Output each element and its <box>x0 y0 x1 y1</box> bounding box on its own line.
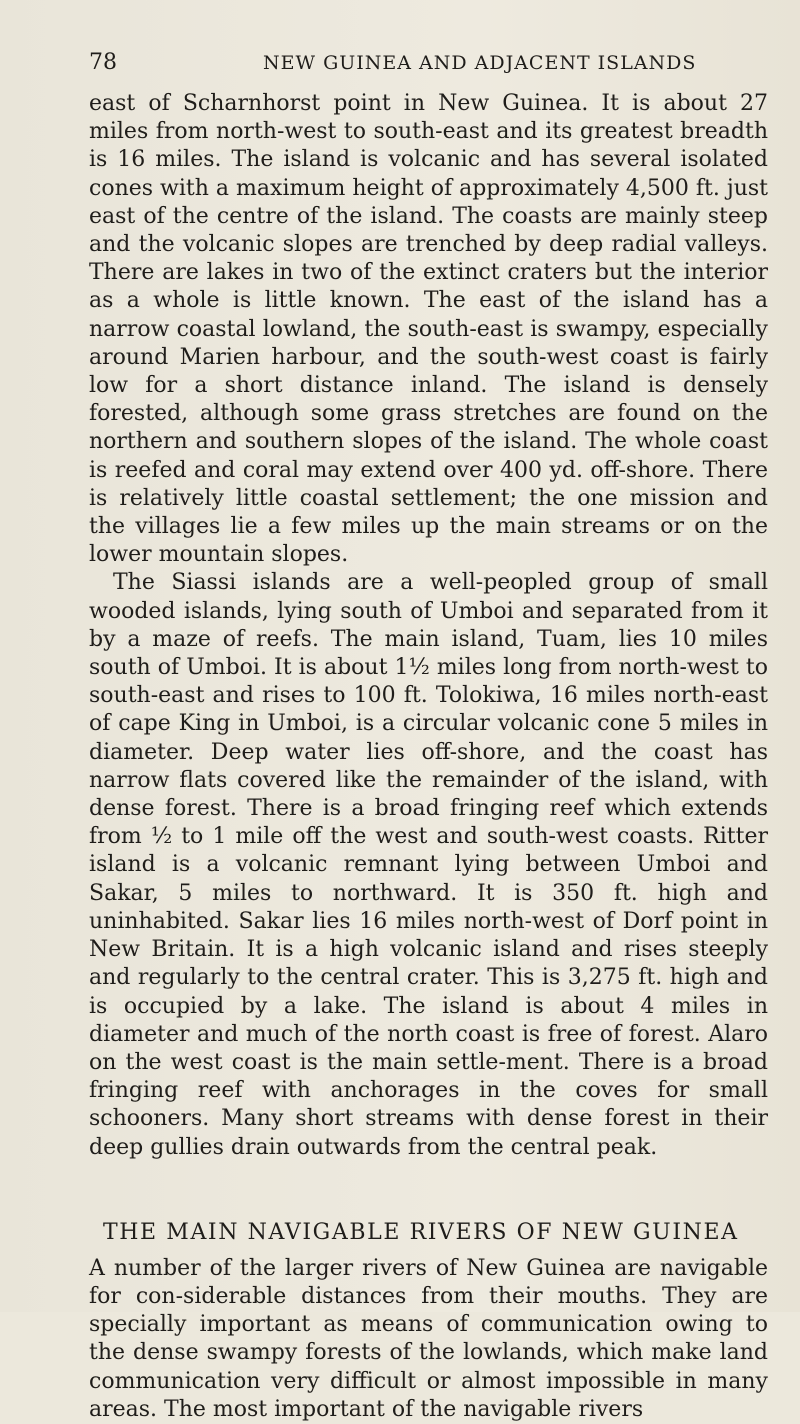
section-body <box>89 1255 768 1424</box>
paragraph-navigable-rivers: A number of the larger rivers of New Guinea are navigable for con-siderable distances from their mouths. They are specially important as means of communication owing to the dense swampy forests of the lowlands, which make land communication very difficult or almost impossible in many areas. The most important of the navigable rivers <box>89 1255 768 1422</box>
page-number: 78 <box>89 50 117 75</box>
paragraph-umboi: east of Scharnhorst point in New Guinea. It is about 27 miles from north-west to south-east and its greatest breadth is 16 miles. The island is volcanic and has several isolated cones with a maximum height of approximately 4,500 ft. just east of the centre of the island. The coasts are mainly steep and the volcanic slopes are trenched by deep radial valleys. There are lakes in two of the extinct craters but the interior as a whole is little known. The east of the island has a narrow coastal lowland, the south-east is swampy, especially around Marien harbour, and the south-west coast is fairly low for a short distance inland. The island is densely forested, although some grass stretches are found on the northern and southern slopes of the island. The whole coast is reefed and coral may extend over 400 yd. off-shore. There is relatively little coastal settlement; the one mission and the villages lie a few miles up the main streams or on the lower mountain slopes. <box>89 91 768 568</box>
running-head <box>89 50 768 90</box>
body-text <box>89 90 768 1162</box>
paragraph-siassi-islands: The Siassi islands are a well-peopled group of small wooded islands, lying south of Umboi and separated from it by a maze of reefs. The main island, Tuam, lies 10 miles south of Umboi. It is about 1½ miles long from north-west to south-east and rises to 100 ft. Tolokiwa, 16 miles north-east of cape King in Umboi, is a circular volcanic cone 5 miles in diameter. Deep water lies off-shore, and the coast has narrow flats covered like the remainder of the island, with dense forest. There is a broad fringing reef which extends from ½ to 1 mile off the west and south-west coasts. Ritter island is a volcanic remnant lying between Umboi and Sakar, 5 miles to northward. It is 350 ft. high and uninhabited. Sakar lies 16 miles north-west of Dorf point in New Britain. It is a high volcanic island and rises steeply and regularly to the central crater. This is 3,275 ft. high and is occupied by a lake. The island is about 4 miles in diameter and much of the north coast is free of forest. Alaro on the west coast is the main settle-ment. There is a broad fringing reef with anchorages in the coves for small schooners. Many short streams with dense forest in their deep gullies drain outwards from the central peak. <box>89 570 768 1160</box>
running-title: NEW GUINEA AND ADJACENT ISLANDS <box>263 52 697 74</box>
section-heading: THE MAIN NAVIGABLE RIVERS OF NEW GUINEA <box>103 1219 739 1245</box>
